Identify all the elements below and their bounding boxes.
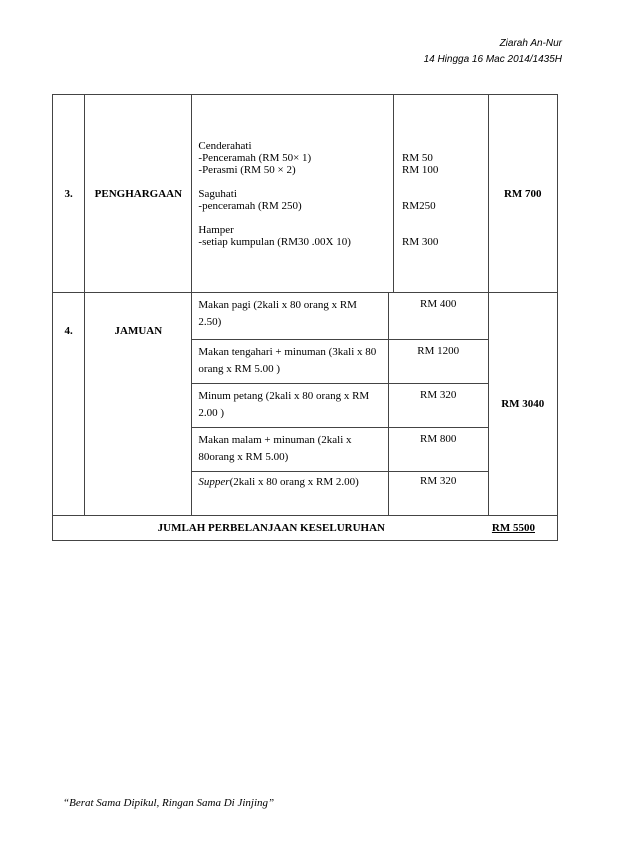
table-row	[53, 95, 558, 293]
footer-quote: “Berat Sama Dipikul, Ringan Sama Di Jinjing”	[63, 797, 275, 809]
header-title: Ziarah An-Nur	[499, 38, 562, 49]
grand-total-label: JUMLAH PERBELANJAAN KESELURUHAN	[157, 522, 385, 534]
amount-spacer	[402, 188, 480, 200]
item-amount: RM 1200	[388, 339, 487, 383]
row-number-text: 4.	[64, 325, 73, 337]
grand-total-value: RM 5500	[491, 522, 535, 534]
header-date: 14 Hingga 16 Mac 2014/1435H	[423, 54, 562, 65]
grand-total-row	[53, 516, 558, 541]
row-category-text: JAMUAN	[114, 325, 163, 337]
row-number: 3.	[53, 95, 85, 293]
item-amount: RM 320	[420, 474, 457, 487]
amount-spacer	[402, 224, 480, 236]
desc-line: -Perasmi (RM 50 × 2)	[198, 163, 296, 176]
list-item	[192, 339, 487, 383]
row-number	[53, 293, 85, 516]
row-description	[192, 95, 394, 293]
item-amount: RM 800	[388, 427, 487, 471]
amount-line: RM 50	[401, 151, 433, 164]
row-category: PENGHARGAAN	[85, 95, 192, 293]
amount-spacer	[402, 212, 480, 224]
item-description: Minum petang (2kali x 80 orang x RM 2.00 )	[192, 383, 388, 427]
item-amount: RM 400	[388, 293, 487, 339]
desc-line: -Penceramah (RM 50× 1)	[198, 151, 312, 164]
desc-line: Cenderahati	[198, 139, 252, 152]
row-category	[85, 293, 192, 516]
meal-subtable	[192, 293, 487, 515]
row-total: RM 3040	[488, 293, 557, 516]
amount-spacer	[402, 176, 480, 188]
document-header	[424, 36, 562, 68]
desc-line: -penceramah (RM 250)	[198, 199, 302, 212]
list-item	[192, 293, 487, 339]
item-description-italic: Supper	[198, 475, 230, 488]
row-amounts	[393, 95, 488, 293]
grand-total-cell	[53, 516, 558, 541]
row-total: RM 700	[488, 95, 557, 293]
item-amount: RM 320	[388, 383, 487, 427]
item-description: Makan pagi (2kali x 80 orang x RM 2.50)	[192, 293, 388, 339]
item-description: Makan malam + minuman (2kali x 80orang x RM 5.00)	[192, 427, 388, 471]
desc-spacer	[198, 176, 387, 188]
item-description: Makan tengahari + minuman (3kali x 80 orang x RM 5.00 )	[192, 339, 388, 383]
desc-line: Saguhati	[198, 187, 237, 200]
desc-spacer	[198, 212, 387, 224]
amount-spacer	[402, 140, 480, 152]
list-item	[192, 471, 487, 515]
amount-line: RM 300	[401, 235, 439, 248]
desc-line: -setiap kumpulan (RM30 .00X 10)	[198, 235, 351, 248]
meal-items	[192, 293, 488, 516]
amount-line: RM250	[401, 199, 436, 212]
list-item	[192, 383, 487, 427]
budget-table	[52, 94, 558, 541]
amount-line: RM 100	[401, 163, 439, 176]
desc-line: Hamper	[198, 223, 234, 236]
item-description-rest: (2kali x 80 orang x RM 2.00)	[229, 475, 359, 488]
item-description	[192, 471, 388, 515]
list-item	[192, 427, 487, 471]
table-row	[53, 293, 558, 516]
